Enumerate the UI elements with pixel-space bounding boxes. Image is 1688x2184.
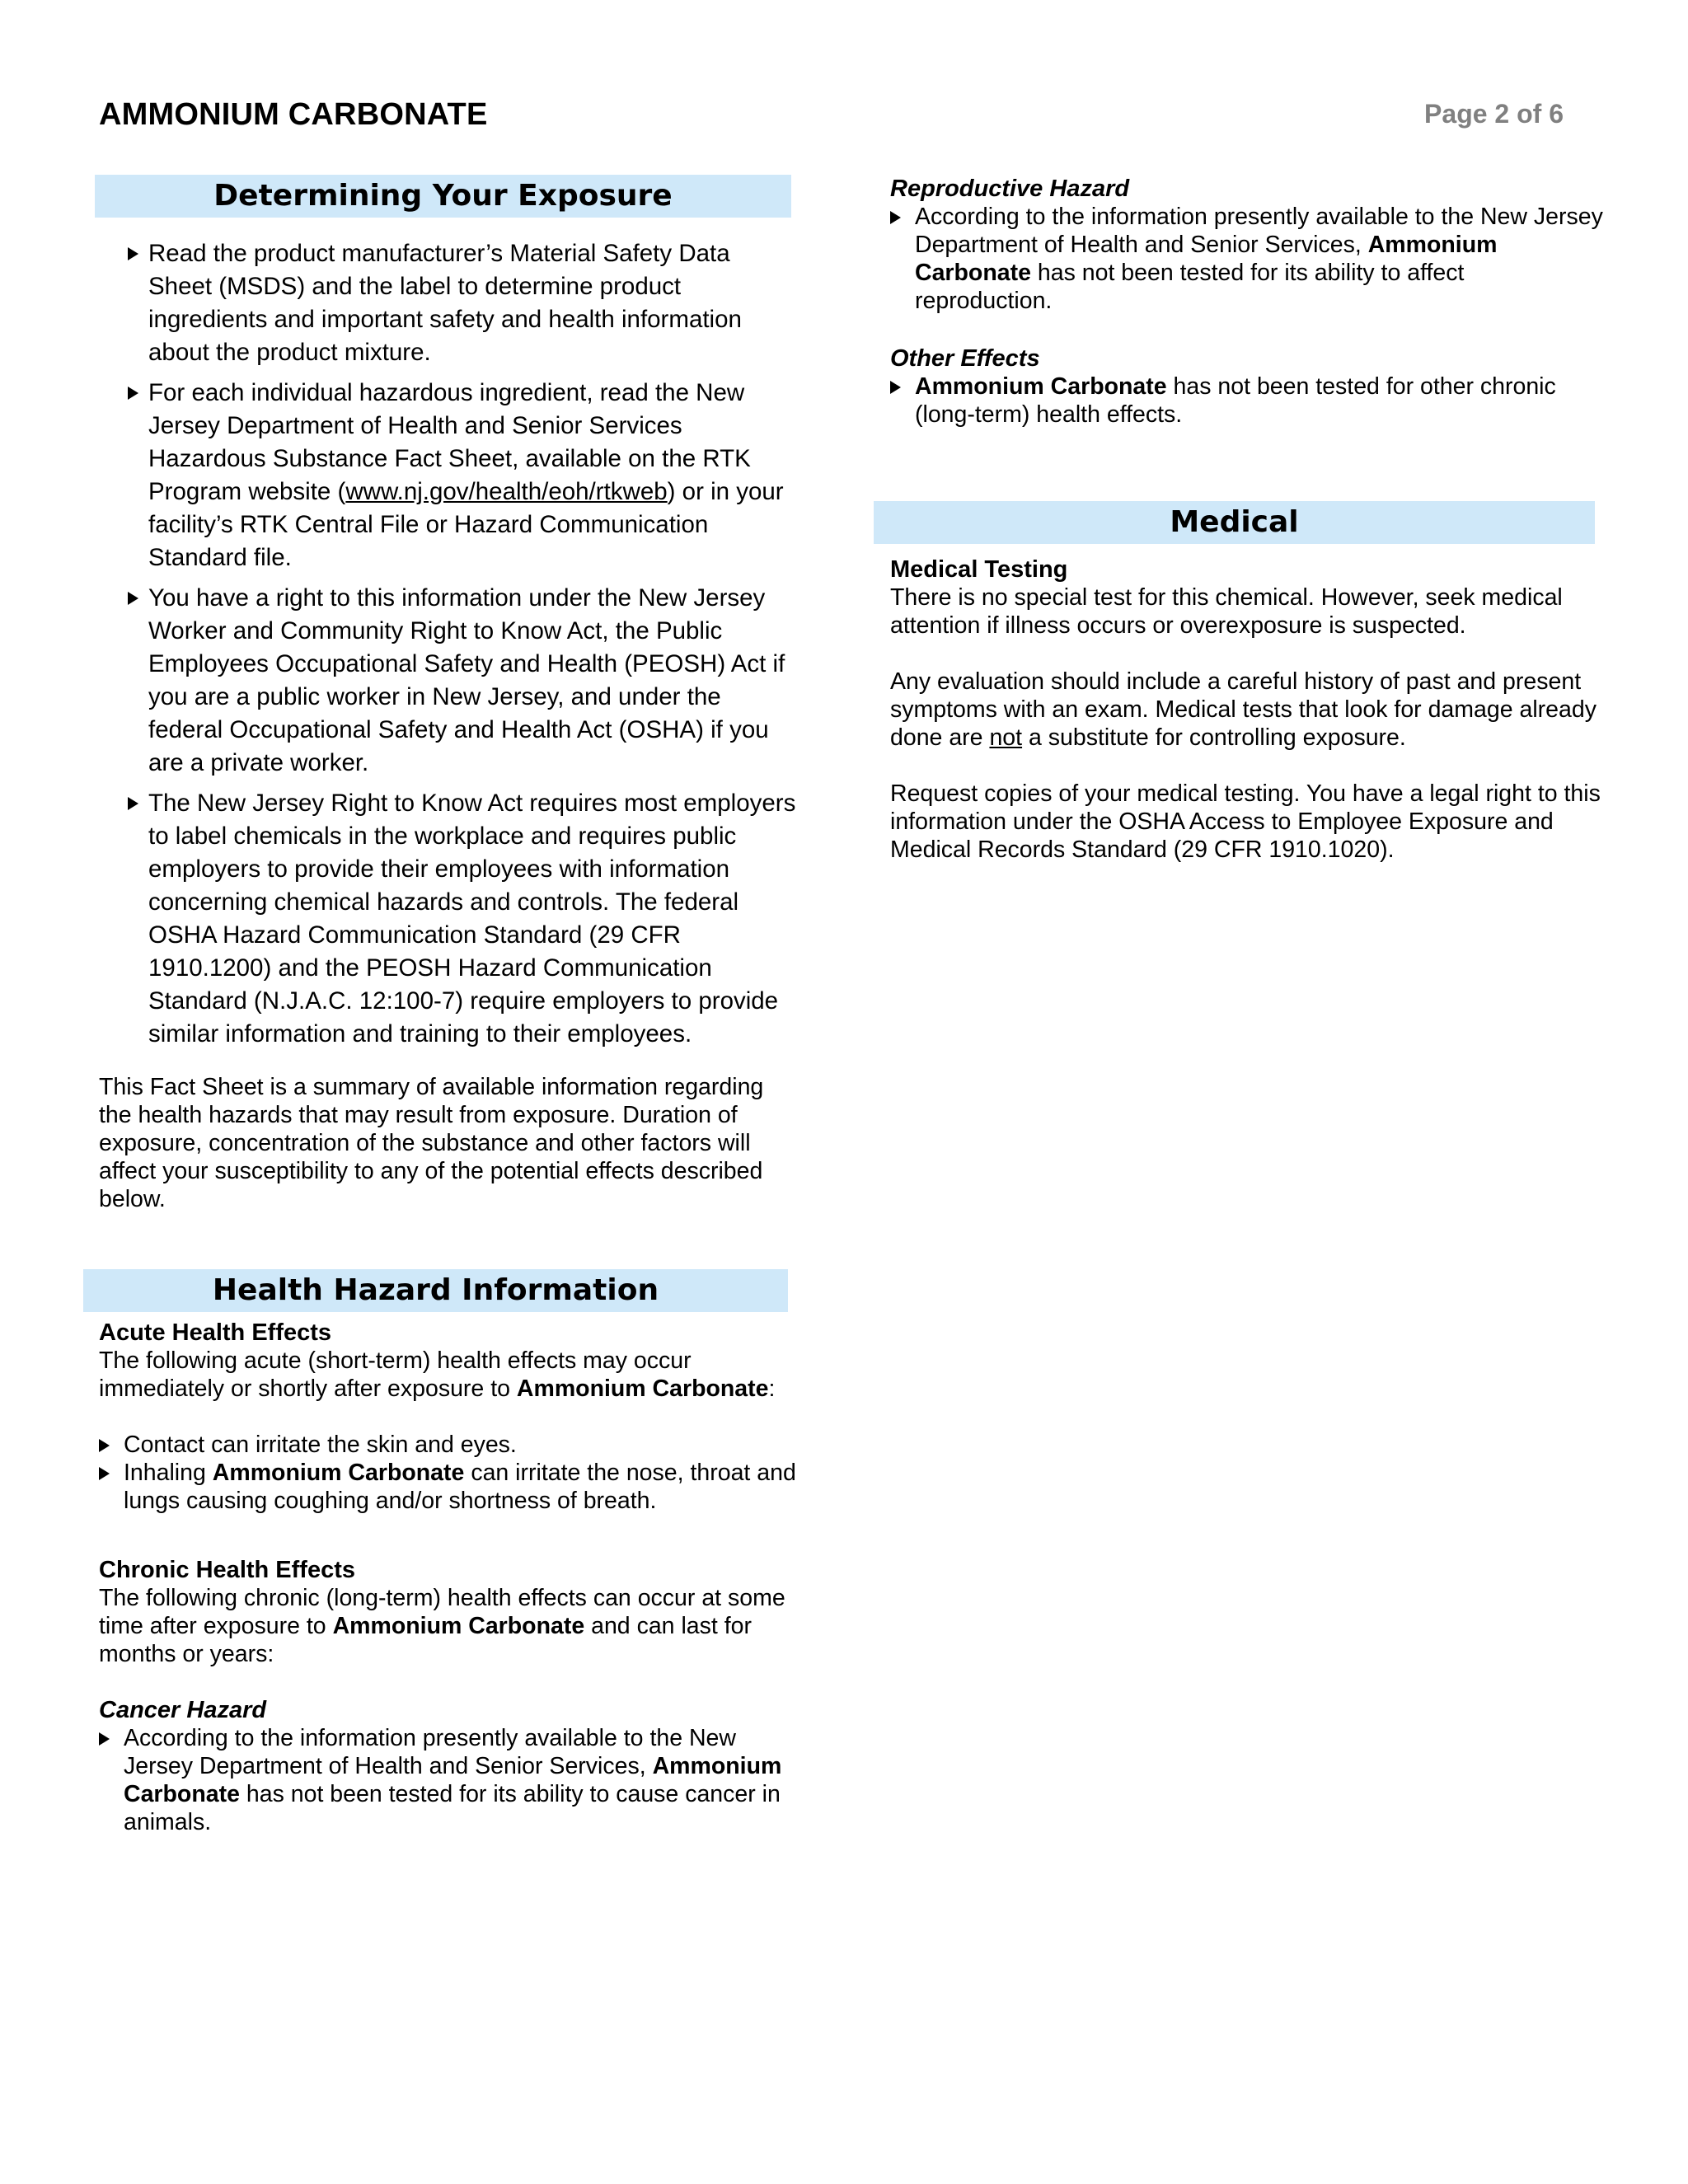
acute-effects-intro: The following acute (short-term) health effects may occur immediately or shortly after exposure to Ammonium Carbonate: [99, 1347, 776, 1402]
acute-bullet-contact: Contact can irritate the skin and eyes. [99, 1431, 799, 1459]
rtk-website-link[interactable]: www.nj.gov/health/eoh/rtkweb [345, 478, 668, 505]
medical-testing-para-1: There is no special test for this chemical. However, seek medical attention if illness occurs or overexposure is suspected. [890, 584, 1563, 639]
chemical-name: Ammonium Carbonate [332, 1613, 585, 1639]
repro-post: has not been tested for its ability to affect reproduction. [915, 260, 1465, 314]
reproductive-hazard-bullet [890, 203, 1603, 315]
chemical-name: Ammonium Carbonate [124, 1753, 782, 1807]
reproductive-hazard-list [890, 203, 1603, 315]
exposure-section-heading: Determining Your Exposure [95, 175, 791, 218]
other-effects-bullet [890, 373, 1603, 429]
cancer-hazard-list [99, 1724, 799, 1836]
cancer-hazard-heading: Cancer Hazard [99, 1697, 267, 1723]
acute-effects-heading: Acute Health Effects [99, 1319, 332, 1346]
exposure-bullet-list [99, 237, 799, 1051]
exposure-bullet-rtk-act: The New Jersey Right to Know Act requires most employers to label chemicals in the workplace and requires public employers to provide their employees with information concerning chemical hazards and controls. The federal OSHA Hazard Communication Standard (29 CFR 1910.1200) and the PEOSH Hazard Communication Standard (N.J.A.C. 12:100-7) require employers to provide similar information and training to their employees. [128, 787, 799, 1051]
right-column [890, 175, 1603, 864]
chronic-intro-post: and can last for months or years: [99, 1613, 752, 1667]
medical-p2-pre: Any evaluation should include a careful history of past and present symptoms with an exam. Medical tests that look for damage already done are [890, 668, 1597, 751]
acute-inhaling-pre: Inhaling [124, 1460, 206, 1486]
acute-intro-text: The following acute (short-term) health effects may occur immediately or shortly after exposure to [99, 1347, 692, 1402]
acute-effects-list [99, 1431, 799, 1515]
exposure-bullet-fact-sheet-text-end: ) or in your facility’s RTK Central File or Hazard Communication Standard file. [148, 478, 784, 571]
other-effects-list [890, 373, 1603, 429]
chemical-name: Ammonium Carbonate [212, 1460, 465, 1486]
medical-section-heading: Medical [874, 501, 1595, 544]
chemical-name: Ammonium Carbonate [915, 373, 1167, 400]
medical-p2-not: not [989, 724, 1023, 751]
acute-bullet-inhaling [99, 1459, 799, 1515]
document-title: AMMONIUM CARBONATE [99, 97, 488, 132]
medical-p2-post: a substitute for controlling exposure. [1028, 724, 1406, 751]
repro-pre: According to the information presently available to the New Jersey Department of Health and Senior Services, [915, 204, 1603, 258]
cancer-pre: According to the information presently available to the New Jersey Department of Health and Senior Services, [124, 1725, 736, 1779]
exposure-bullet-right-to-info: You have a right to this information under the New Jersey Worker and Community Right to Know Act, the Public Employees Occupational Safety and Health (PEOSH) Act if you are a public worker in New Jersey, and under the federal Occupational Safety and Health Act (OSHA) if you are a private worker. [128, 582, 799, 780]
cancer-post: has not been tested for its ability to cause cancer in animals. [124, 1781, 781, 1835]
chronic-effects-intro [99, 1584, 799, 1668]
other-post: has not been tested for other chronic (long-term) health effects. [915, 373, 1556, 428]
chemical-name: Ammonium Carbonate [915, 232, 1498, 286]
medical-testing-para-3: Request copies of your medical testing. You have a legal right to this information under the OSHA Access to Employee Exposure and Medical Records Standard (29 CFR 1910.1020). [890, 780, 1601, 863]
medical-testing-heading: Medical Testing [890, 556, 1068, 583]
medical-testing-para-2 [890, 668, 1603, 752]
health-section-heading: Health Hazard Information [83, 1269, 788, 1312]
acute-inhaling-post: can irritate the nose, throat and lungs causing coughing and/or shortness of breath. [124, 1460, 796, 1514]
chronic-effects-heading: Chronic Health Effects [99, 1557, 355, 1583]
cancer-hazard-bullet [99, 1724, 799, 1836]
other-effects-heading: Other Effects [890, 345, 1040, 372]
fact-sheet-summary: This Fact Sheet is a summary of available information regarding the health hazards that may result from exposure. Duration of exposure, concentration of the substance and other factors will affect your susceptibility to any of the potential effects described below. [99, 1074, 764, 1212]
exposure-bullet-fact-sheet-text: For each individual hazardous ingredient, read the New Jersey Department of Health and Senior Services Hazardous Substance Fact Sheet, available on the RTK Program website ( [148, 379, 751, 505]
left-column [99, 175, 799, 1836]
page-number: Page 2 of 6 [1424, 99, 1564, 129]
chronic-intro-pre: The following chronic (long-term) health effects can occur at some time after exposure to [99, 1585, 785, 1639]
chemical-name: Ammonium Carbonate [516, 1376, 769, 1402]
exposure-bullet-fact-sheet [128, 377, 799, 574]
reproductive-hazard-heading: Reproductive Hazard [890, 176, 1130, 202]
exposure-bullet-msds: Read the product manufacturer’s Material Safety Data Sheet (MSDS) and the label to determine product ingredients and important safety and health information about the product mixture. [128, 237, 799, 369]
